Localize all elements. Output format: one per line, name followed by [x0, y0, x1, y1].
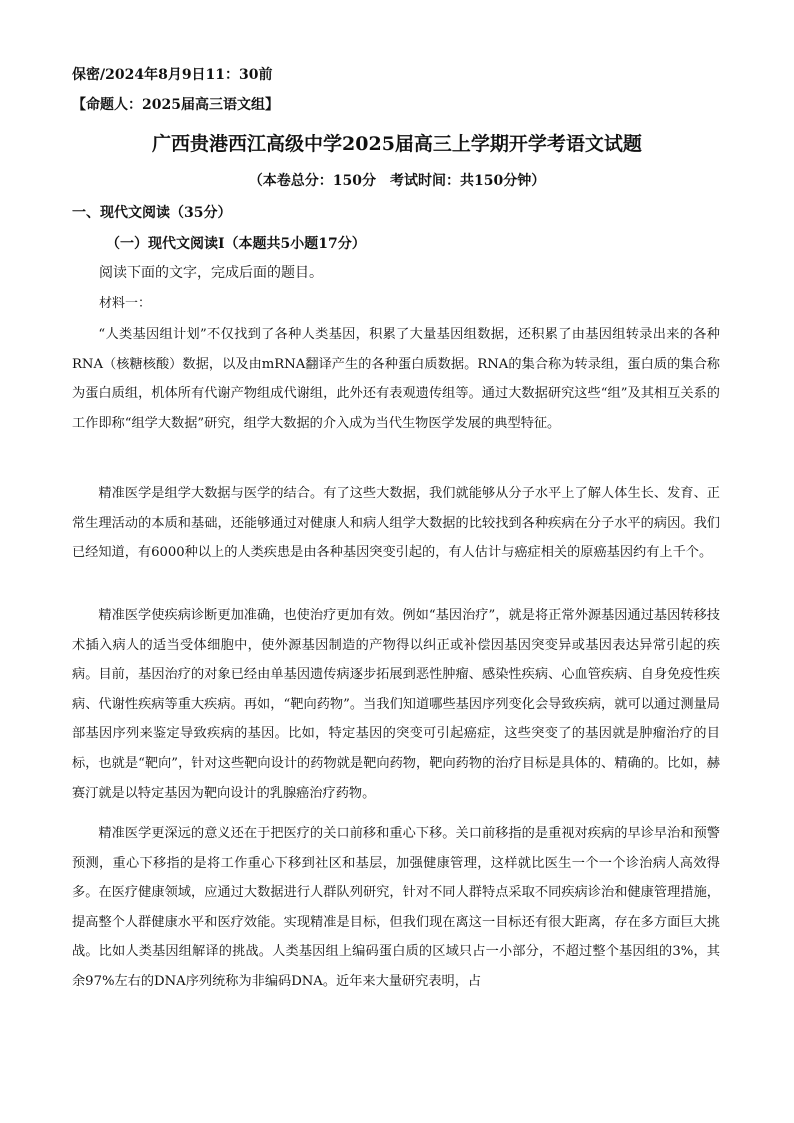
- exam-subtitle: （本卷总分：150分 考试时间：共150分钟）: [248, 173, 546, 189]
- section-heading: 一、现代文阅读（35分）: [72, 205, 232, 221]
- reading-instruction: 阅读下面的文字，完成后面的题目。: [99, 265, 323, 281]
- subsection-heading: （一）现代文阅读Ⅰ（本题共5小题17分）: [106, 236, 366, 252]
- confidential-notice: 保密/2024年8月9日11：30前: [72, 67, 273, 83]
- paragraph-3: 精准医学使疾病诊断更加准确，也使治疗更加有效。例如“基因治疗”，就是将正常外源基因通过基因转移技术插入病人的适当受体细胞中，使外源基因制造的产物得以纠正或补偿因基因突变异或基因表达异常引起的疾病。目前，基因治疗的对象已经由单基因遗传病逐步拓展到恶性肿瘤、感染性疾病、心血管疾病、自身免疫性疾病、代谢性疾病等重大疾病。再如，“靶向药物”。当我们知道哪些基因序列变化会导致疾病，就可以通过测量局部基因序列来鉴定导致疾病的基因。比如，特定基因的突变可引起癌症，这些突变了的基因就是肿瘤治疗的目标，也就是“靶向”，针对这些靶向设计的药物就是靶向药物，靶向药物的治疗目标是具体的、精确的。比如，赫赛汀就是以特定基因为靶向设计的乳腺癌治疗药物。: [72, 608, 720, 801]
- paragraph-2: 精准医学是组学大数据与医学的结合。有了这些大数据，我们就能够从分子水平上了解人体生长、发育、正常生理活动的本质和基础，还能够通过对健康人和病人组学大数据的比较找到各种疾病在分子水平的病因。我们已经知道，有6000种以上的人类疾患是由各种基因突变引起的，有人估计与癌症相关的原癌基因约有上千个。: [72, 486, 720, 561]
- author-note: 【命题人：2025届高三语文组】: [72, 97, 279, 113]
- material-label: 材料一：: [99, 296, 152, 311]
- paragraph-1: “人类基因组计划”不仅找到了各种人类基因，积累了大量基因组数据，还积累了由基因组转录出来的各种RNA（核糖核酸）数据，以及由mRNA翻译产生的各种蛋白质数据。RNA的集合称为转录组，蛋白质的集合称为蛋白质组，机体所有代谢产物组成代谢组，此外还有表观遗传组等。通过大数据研究这些“组”及其相互关系的工作即称“组学大数据”研究，组学大数据的介入成为当代生物医学发展的典型特征。: [72, 327, 720, 431]
- paragraph-4: 精准医学更深远的意义还在于把医疗的关口前移和重心下移。关口前移指的是重视对疾病的早诊早治和预警预测，重心下移指的是将工作重心下移到社区和基层，加强健康管理，这样就比医生一个一个诊治病人高效得多。在医疗健康领域，应通过大数据进行人群队列研究，针对不同人群特点采取不同疾病诊治和健康管理措施，提高整个人群健康水平和医疗效能。实现精准是目标，但我们现在离这一目标还有很大距离，存在多方面巨大挑战。比如人类基因组解译的挑战。人类基因组上编码蛋白质的区域只占一小部分，不超过整个基因组的3%，其余97%左右的DNA序列统称为非编码DNA。近年来大量研究表明，占: [72, 826, 720, 989]
- exam-title: 广西贵港西江高级中学2025届高三上学期开学考语文试题: [152, 133, 642, 155]
